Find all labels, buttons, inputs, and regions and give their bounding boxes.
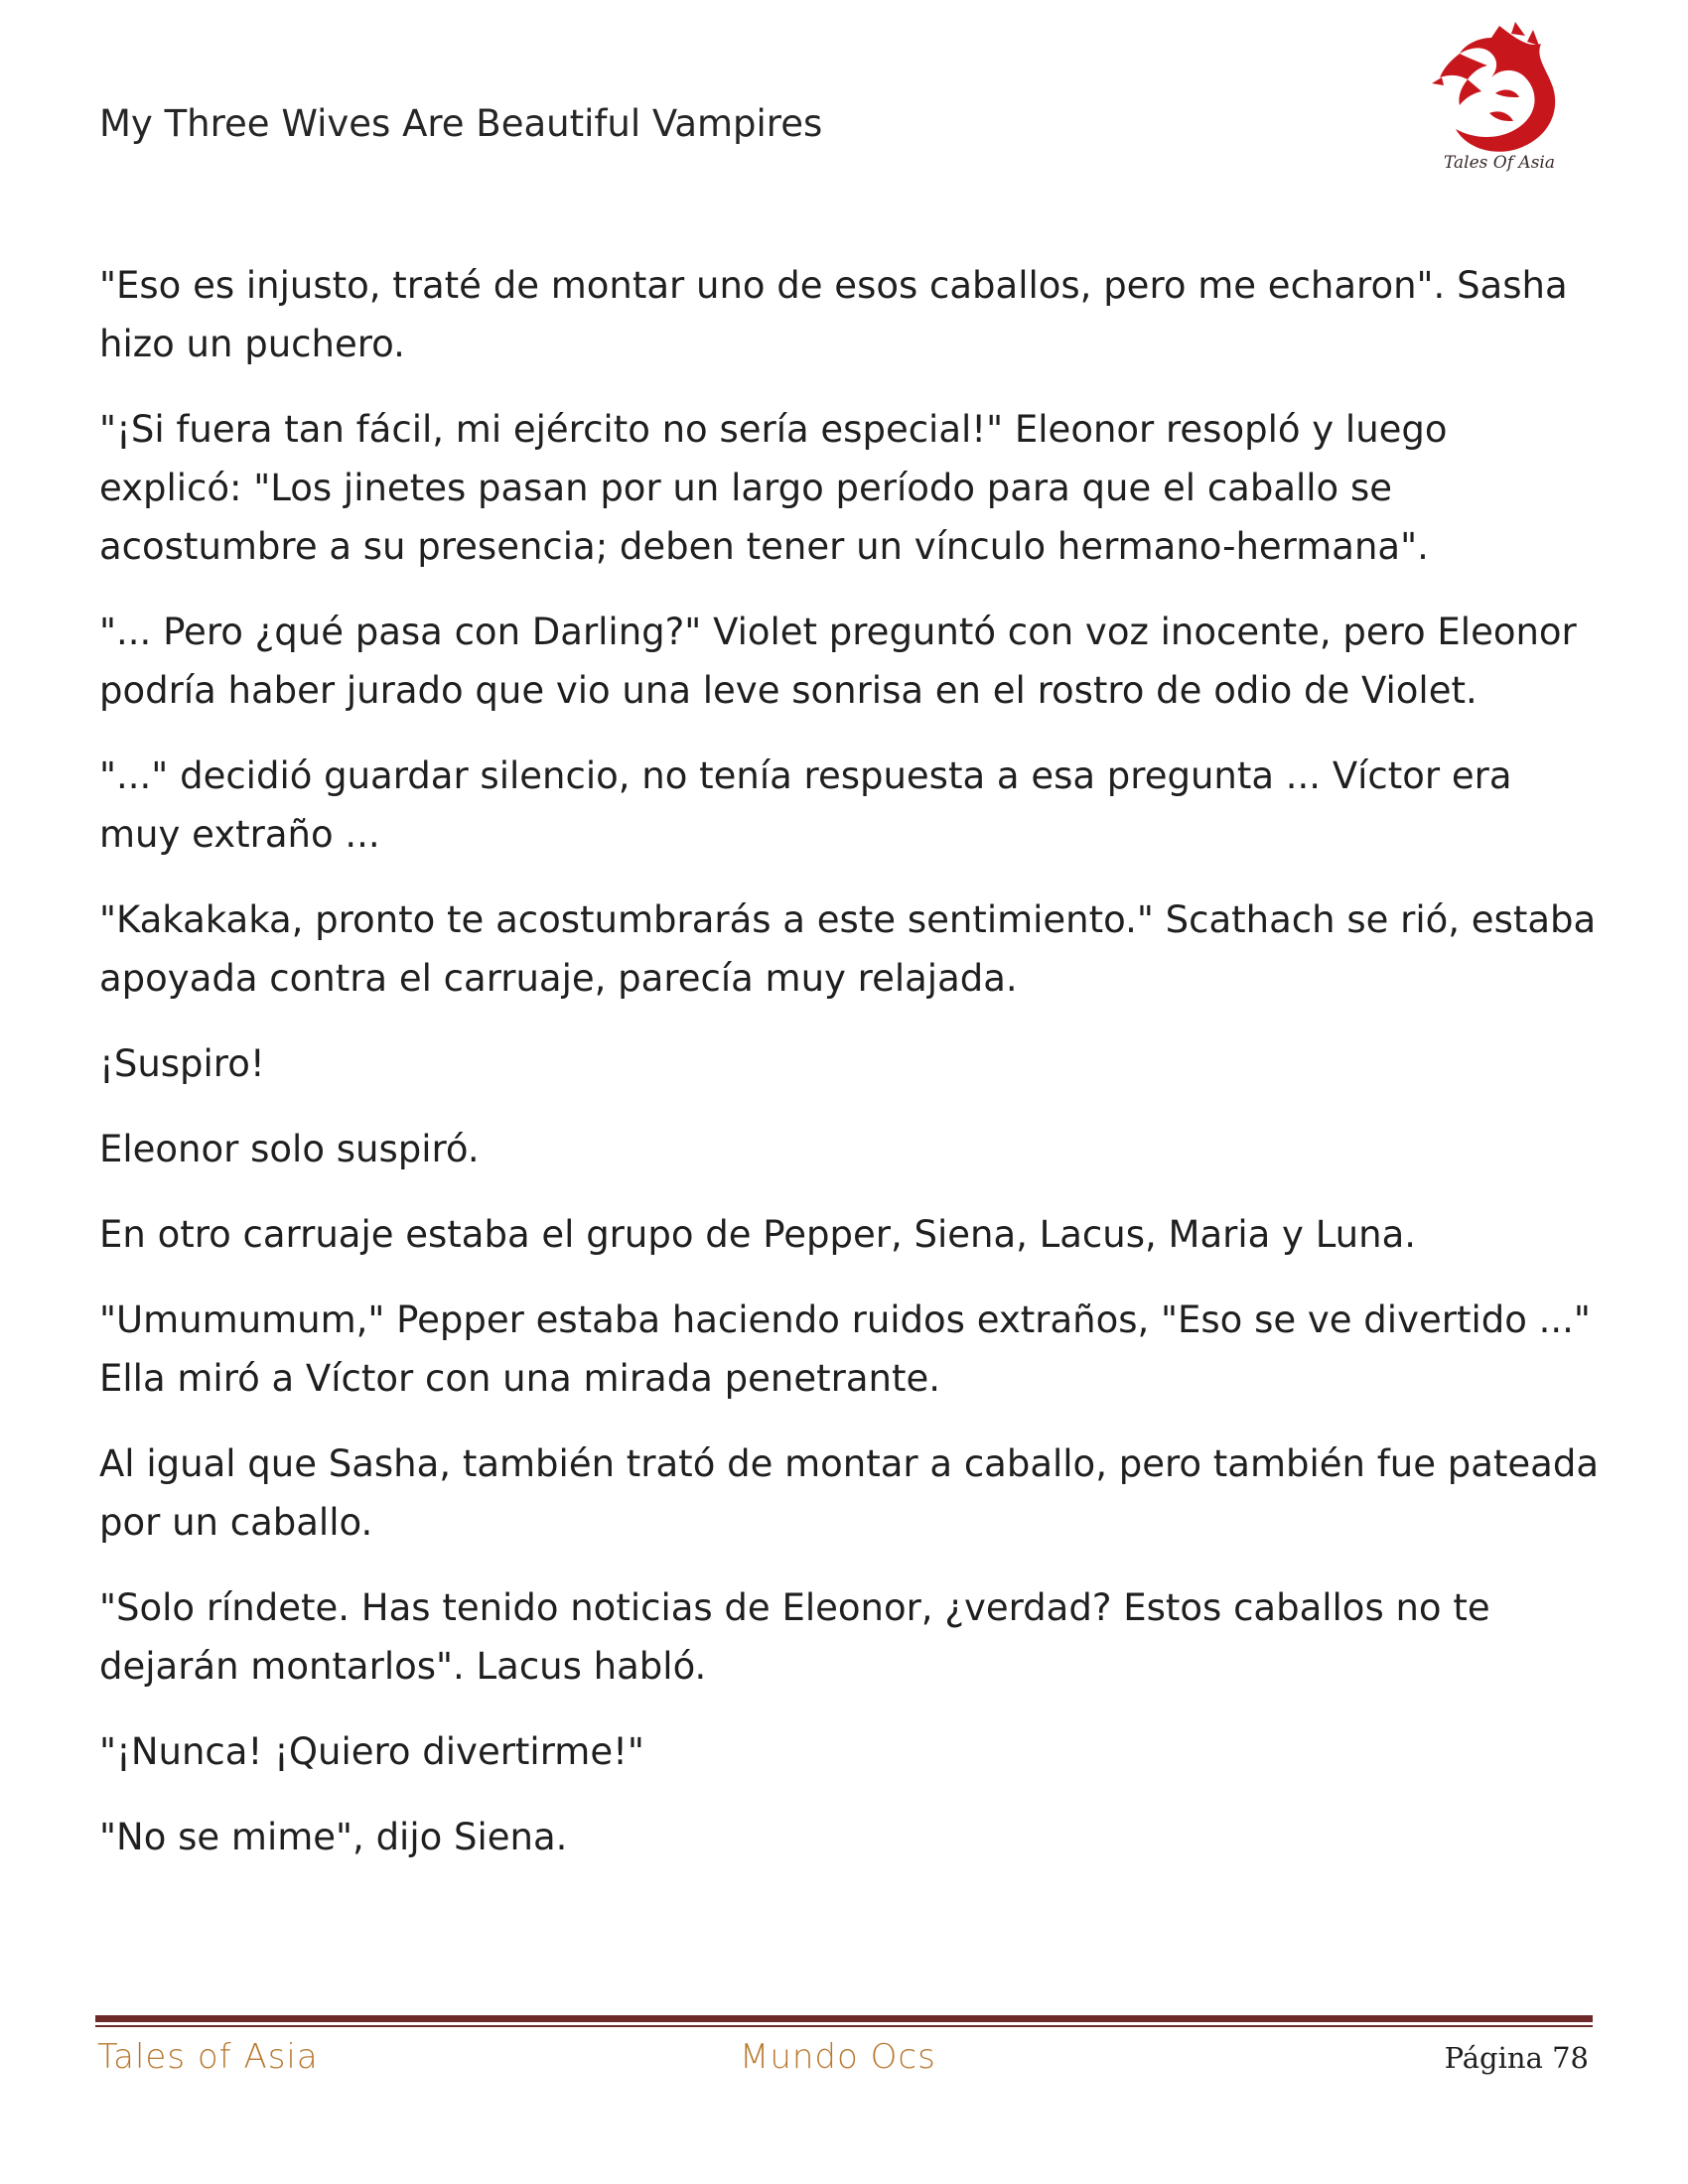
paragraph: ¡Suspiro! [99, 1042, 265, 1085]
paragraph: "¡Nunca! ¡Quiero divertirme!" [99, 1730, 644, 1773]
paragraph: "¡Si fuera tan fácil, mi ejército no sería especial!" Eleonor resopló y luego explicó: "Los jinetes pasan por un largo período para que el caballo se acostumbre a su presencia; deben tener un vínculo hermano-hermana". [99, 408, 1448, 568]
paragraph: En otro carruaje estaba el grupo de Pepper, Siena, Lacus, Maria y Luna. [99, 1213, 1417, 1256]
chapter-body [99, 256, 1599, 1893]
paragraph: "... Pero ¿qué pasa con Darling?" Violet preguntó con voz inocente, pero Eleonor podría haber jurado que vio una leve sonrisa en el rostro de odio de Violet. [99, 611, 1577, 712]
paragraph: "Solo ríndete. Has tenido noticias de Eleonor, ¿verdad? Estos caballos no te dejarán montarlos". Lacus habló. [99, 1586, 1490, 1688]
footer-rule [95, 2015, 1593, 2022]
paragraph: Eleonor solo suspiró. [99, 1128, 480, 1170]
header-title: My Three Wives Are Beautiful Vampires [99, 102, 823, 145]
paragraph: "No se mime", dijo Siena. [99, 1816, 568, 1858]
footer-publisher: Tales of Asia [97, 2037, 319, 2077]
page-number: Página 78 [1444, 2041, 1589, 2075]
footer-rule-thin [95, 2025, 1593, 2027]
paragraph: Al igual que Sasha, también trató de montar a caballo, pero también fue pateada por un caballo. [99, 1442, 1599, 1544]
publisher-logo [1430, 18, 1569, 182]
paragraph: "Umumumum," Pepper estaba haciendo ruidos extraños, "Eso se ve divertido ..." Ella miró a Víctor con una mirada penetrante. [99, 1298, 1591, 1400]
dragon-logo-icon [1430, 18, 1569, 157]
footer-translator: Mundo Ocs [740, 2037, 936, 2077]
paragraph: "..." decidió guardar silencio, no tenía respuesta a esa pregunta ... Víctor era muy extraño ... [99, 754, 1512, 856]
paragraph: "Kakakaka, pronto te acostumbrarás a este sentimiento." Scathach se rió, estaba apoyada contra el carruaje, parecía muy relajada. [99, 898, 1597, 1000]
logo-text: Tales Of Asia [1444, 153, 1555, 173]
paragraph: "Eso es injusto, traté de montar uno de esos caballos, pero me echaron". Sasha hizo un puchero. [99, 264, 1568, 365]
